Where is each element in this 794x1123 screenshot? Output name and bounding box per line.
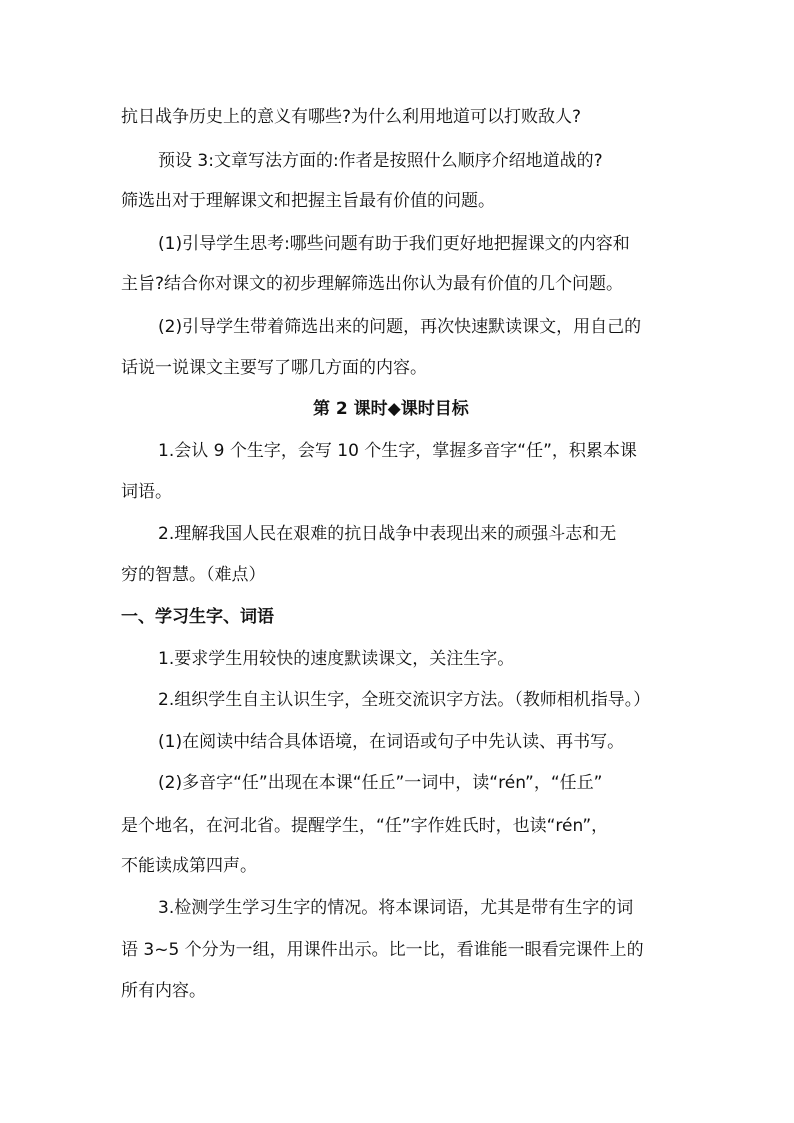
- text-line: 不能读成第四声。: [121, 856, 257, 876]
- text-line: (1)引导学生思考:哪些问题有助于我们更好地把握课文的内容和: [158, 234, 630, 254]
- text-line: 抗日战争历史上的意义有哪些?为什么利用地道可以打败敌人?: [121, 107, 582, 127]
- text-line: 预设 3:文章写法方面的:作者是按照什么顺序介绍地道战的?: [158, 151, 603, 171]
- text-line: (1)在阅读中结合具体语境，在词语或句子中先认读、再书写。: [158, 732, 625, 752]
- text-line: 语 3~5 个分为一组，用课件出示。比一比，看谁能一眼看完课件上的: [121, 940, 644, 960]
- section-heading: 第 2 课时◆课时目标: [313, 399, 469, 419]
- text-line: 1.要求学生用较快的速度默读课文，关注生字。: [158, 649, 515, 669]
- text-line: 3.检测学生学习生字的情况。将本课词语，尤其是带有生字的词: [158, 898, 634, 918]
- text-line: (2)多音字“任”出现在本课“任丘”一词中，读“rén”，“任丘”: [158, 773, 603, 793]
- text-line: 筛选出对于理解课文和把握主旨最有价值的问题。: [121, 191, 495, 211]
- text-line: 话说一说课文主要写了哪几方面的内容。: [121, 358, 427, 378]
- section-heading: 一、学习生字、词语: [121, 607, 274, 627]
- text-line: 主旨?结合你对课文的初步理解筛选出你认为最有价值的几个问题。: [121, 274, 624, 294]
- text-line: 词语。: [121, 482, 172, 502]
- text-line: 是个地名，在河北省。提醒学生，“任”字作姓氏时，也读“rén”，: [121, 816, 609, 836]
- text-line: 穷的智慧。（难点）: [121, 565, 266, 585]
- text-line: 2.理解我国人民在艰难的抗日战争中表现出来的顽强斗志和无: [158, 524, 617, 544]
- text-line: 1.会认 9 个生字，会写 10 个生字，掌握多音字“任”，积累本课: [158, 441, 637, 461]
- text-line: 所有内容。: [121, 981, 206, 1001]
- text-line: (2)引导学生带着筛选出来的问题，再次快速默读课文，用自己的: [158, 317, 642, 337]
- text-line: 2.组织学生自主认识生字，全班交流识字方法。（教师相机指导。）: [158, 690, 651, 710]
